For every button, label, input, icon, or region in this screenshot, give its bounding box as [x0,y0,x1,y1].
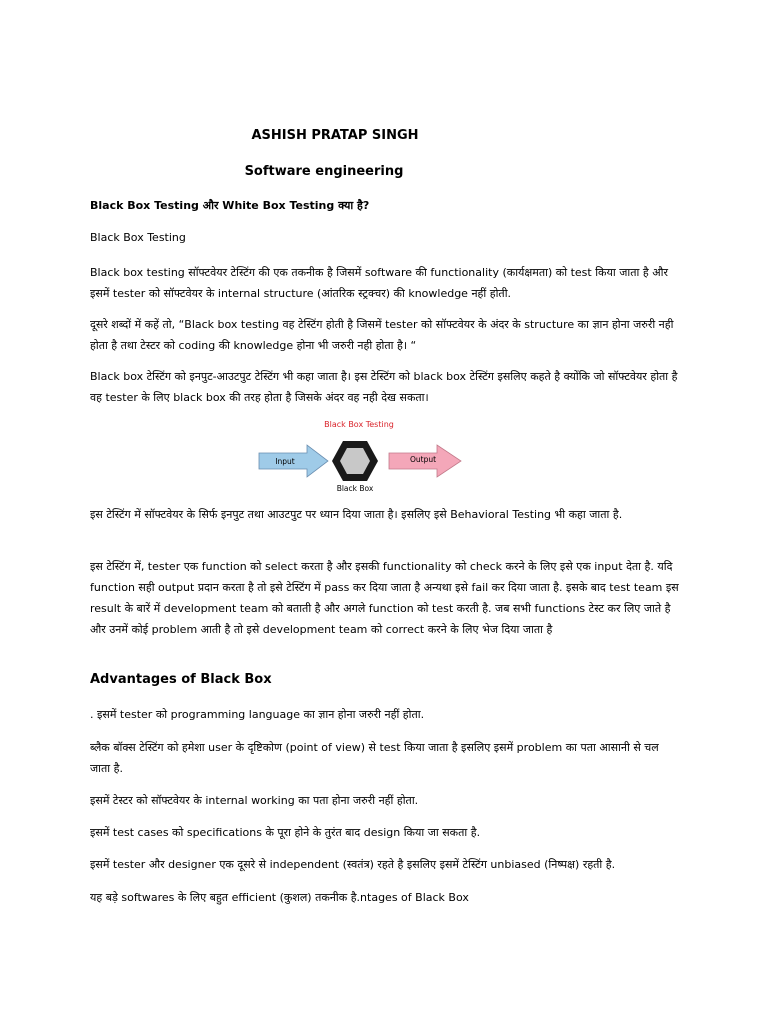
paragraph-definition: Black box testing सॉफ्टवेयर टेस्टिंग की एक तकनीक है जिसमें software की functionality (कार्यक्षमता) को test किया जाता है और इसमें tester को सॉफ्टवेयर के internal structure (आंतरिक स्ट्रक्चर) की knowledge नहीं होती. [90,266,668,300]
paragraph-in-other-words: दूसरे शब्दों में कहें तो, “Black box testing वह टेस्टिंग होती है जिसमें tester को सॉफ्टवेयर के अंदर के structure का ज्ञान होना जरुरी नही होता है तथा टेस्टर को coding की knowledge होना भी जरुरी नही होता है। “ [90,318,674,352]
advantage-item: इसमें tester और designer एक दूसरे से independent (स्वतंत्र) रहते है इसलिए इसमें टेस्टिंग unbiased (निष्पक्ष) रहती है. [90,858,616,871]
advantage-item: इसमें टेस्टर को सॉफ्टवेयर के internal working का पता होना जरुरी नहीं होता. [90,794,419,807]
advantages-heading: Advantages of Black Box [90,672,272,687]
output-label: Output [409,455,437,464]
advantage-item: इसमें test cases को specifications के पूरा होने के तुरंत बाद design किया जा सकता है. [90,826,481,839]
author-name: ASHISH PRATAP SINGH [251,128,419,143]
section-subheading: Black Box Testing [90,231,186,244]
input-label: Input [275,457,295,466]
diagram-title: Black Box Testing [324,420,394,429]
paragraph-io-testing: Black box टेस्टिंग को इनपुट-आउटपुट टेस्टिंग भी कहा जाता है। इस टेस्टिंग को black box टेस्टिंग इसलिए कहते है क्योंकि जो सॉफ्टवेयर होता है वह tester के लिए black box की तरह होता है जिसके अंदर वह नही देख सकता। [90,370,678,404]
question-heading: Black Box Testing और White Box Testing क्या है? [90,199,370,212]
advantage-item: यह बड़े softwares के लिए बहुत efficient (कुशल) तकनीक है.ntages of Black Box [90,891,469,904]
paragraph-process: इस टेस्टिंग में, tester एक function को select करता है और इसकी functionality को check करने के लिए इसे एक input देता है. यदि function सही output प्रदान करता है तो इसे टेस्टिंग में pass कर दिया जाता है अन्यथा इसे fail कर दिया जाता है. इसके बाद test team इस result के बारें में development team को बताती है और अगले function को test करती है. जब सभी functions टेस्ट कर लिए जाते है और उनमें कोई problem आती है तो इसे development team को correct करने के लिए भेज दिया जाता है [90,560,679,636]
advantage-item: ब्लैक बॉक्स टेस्टिंग को हमेशा user के दृष्टिकोण (point of view) से test किया जाता है इसलिए इसमें problem का पता आसानी से चल जाता है. [90,741,659,775]
black-box-diagram [255,416,465,498]
document-subject: Software engineering [244,164,404,179]
black-box-label: Black Box [336,484,374,493]
paragraph-behavioral: इस टेस्टिंग में सॉफ्टवेयर के सिर्फ इनपुट तथा आउटपुट पर ध्यान दिया जाता है। इसलिए इसे Behavioral Testing भी कहा जाता है. [90,508,623,521]
advantage-item: . इसमें tester को programming language का ज्ञान होना जरुरी नहीं होता. [90,708,425,721]
